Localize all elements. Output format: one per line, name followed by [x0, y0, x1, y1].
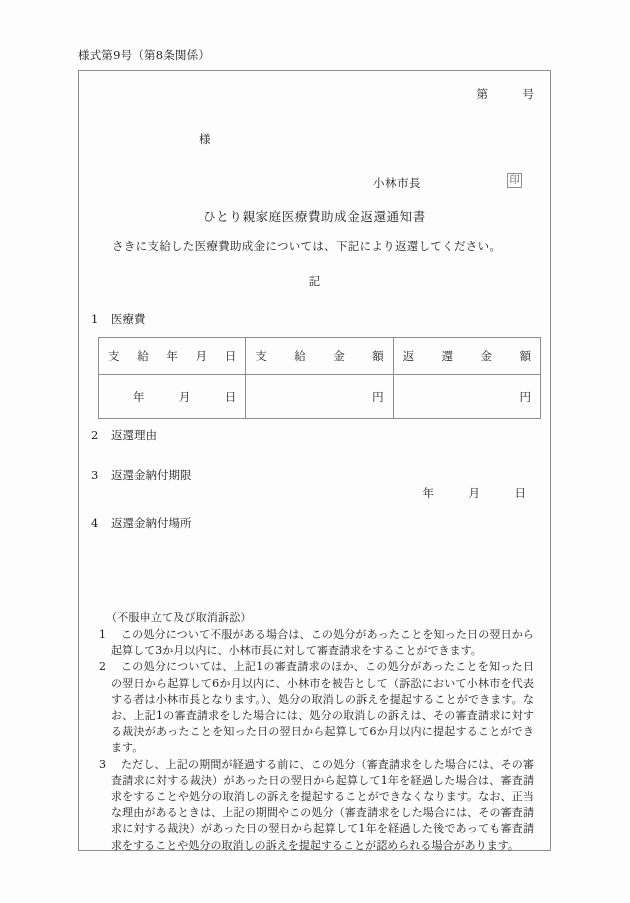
- column-header-refund-amount: 返還金額: [393, 338, 540, 375]
- section-4-number: 4: [91, 516, 99, 530]
- addressee-honorific: 様: [199, 132, 211, 146]
- seal-stamp-box: 印: [507, 173, 522, 188]
- section-2-label: 返還理由: [111, 428, 157, 442]
- cell-paid-amount: 円: [246, 375, 393, 419]
- appeal-notice-item-number: 1: [99, 628, 107, 641]
- appeal-notice-title: （不服申立て及び取消訴訟）: [106, 611, 252, 624]
- appeal-notice-item-text: この処分について不服がある場合は、この処分があったことを知った日の翌日から起算して3か月以内に、小林市長に対して審査請求をすることができます。: [111, 628, 534, 658]
- appeal-notice-item-number: 3: [99, 757, 107, 771]
- ki-mark: 記: [308, 274, 321, 288]
- appeal-notice-item-text: この処分については、上記1の審査請求のほか、この処分があったことを知った日の翌日から起算して6か月以内に、小林市を被告として（訴訟において小林市を代表する者は小林市長となります。）、処分の取消しの訴えを提起することができます。なお、上記1の審査請求をした場合には、処分の取消しの訴えは、その審査請求に対する裁決があったことを知った日の翌日から起算して6か月以内に提起することができます。: [111, 660, 534, 755]
- form-frame-inner: [79, 71, 550, 850]
- medical-cost-table: [98, 337, 541, 419]
- section-1-number: 1: [91, 312, 99, 326]
- section-item-4: [91, 515, 192, 531]
- section-item-1: [91, 311, 146, 327]
- section-3-number: 3: [91, 468, 99, 482]
- issuer-row: [79, 175, 550, 195]
- section-item-3: [91, 467, 192, 483]
- document-number-field: 第 号: [476, 87, 534, 101]
- section-1-label: 医療費: [111, 312, 146, 326]
- section-4-label: 返還金納付場所: [111, 516, 192, 530]
- appeal-notice-item: [99, 659, 534, 756]
- form-code-label: 様式第9号（第8条関係）: [78, 48, 211, 62]
- lead-paragraph: さきに支給した医療費助成金については、下記により返還してください。: [112, 239, 502, 253]
- form-frame: [78, 70, 551, 851]
- section-3-label: 返還金納付期限: [111, 468, 192, 482]
- table-header-row: [99, 338, 541, 375]
- section-2-number: 2: [91, 428, 99, 442]
- appeal-notice-item-text: ただし、上記の期間が経過する前に、この処分（審査請求をした場合には、その審査請求に対する裁決）があった日の翌日から起算して1年を経過した場合は、審査請求をすることや処分の取消しの訴えを提起することができなくなります。なお、正当な理由があるときは、上記の期間やこの処分（審査請求をした場合には、その審査請求に対する裁決）があった日の翌日から起算して1年を経過した後であっても審査請求をすることや処分の取消しの訴えを提起することが認められる場合があります。: [111, 757, 534, 852]
- document-title: ひとり親家庭医療費助成金返還通知書: [203, 209, 426, 224]
- cell-payment-date: 年 月 日: [99, 375, 246, 419]
- column-header-paid-amount: 支給金額: [246, 338, 393, 375]
- appeal-notice-item: [99, 627, 534, 659]
- cell-refund-amount: 円: [393, 375, 540, 419]
- appeal-notice-item: [99, 757, 534, 854]
- appeal-notice-item-number: 2: [99, 660, 107, 674]
- issuer-name: 小林市長: [373, 176, 421, 190]
- deadline-date-line: 年 月 日: [422, 486, 526, 500]
- table-row: [99, 375, 541, 419]
- appeal-notice-block: [99, 609, 534, 854]
- column-header-payment-date: 支給年月日: [99, 338, 246, 375]
- section-item-2: [91, 427, 157, 443]
